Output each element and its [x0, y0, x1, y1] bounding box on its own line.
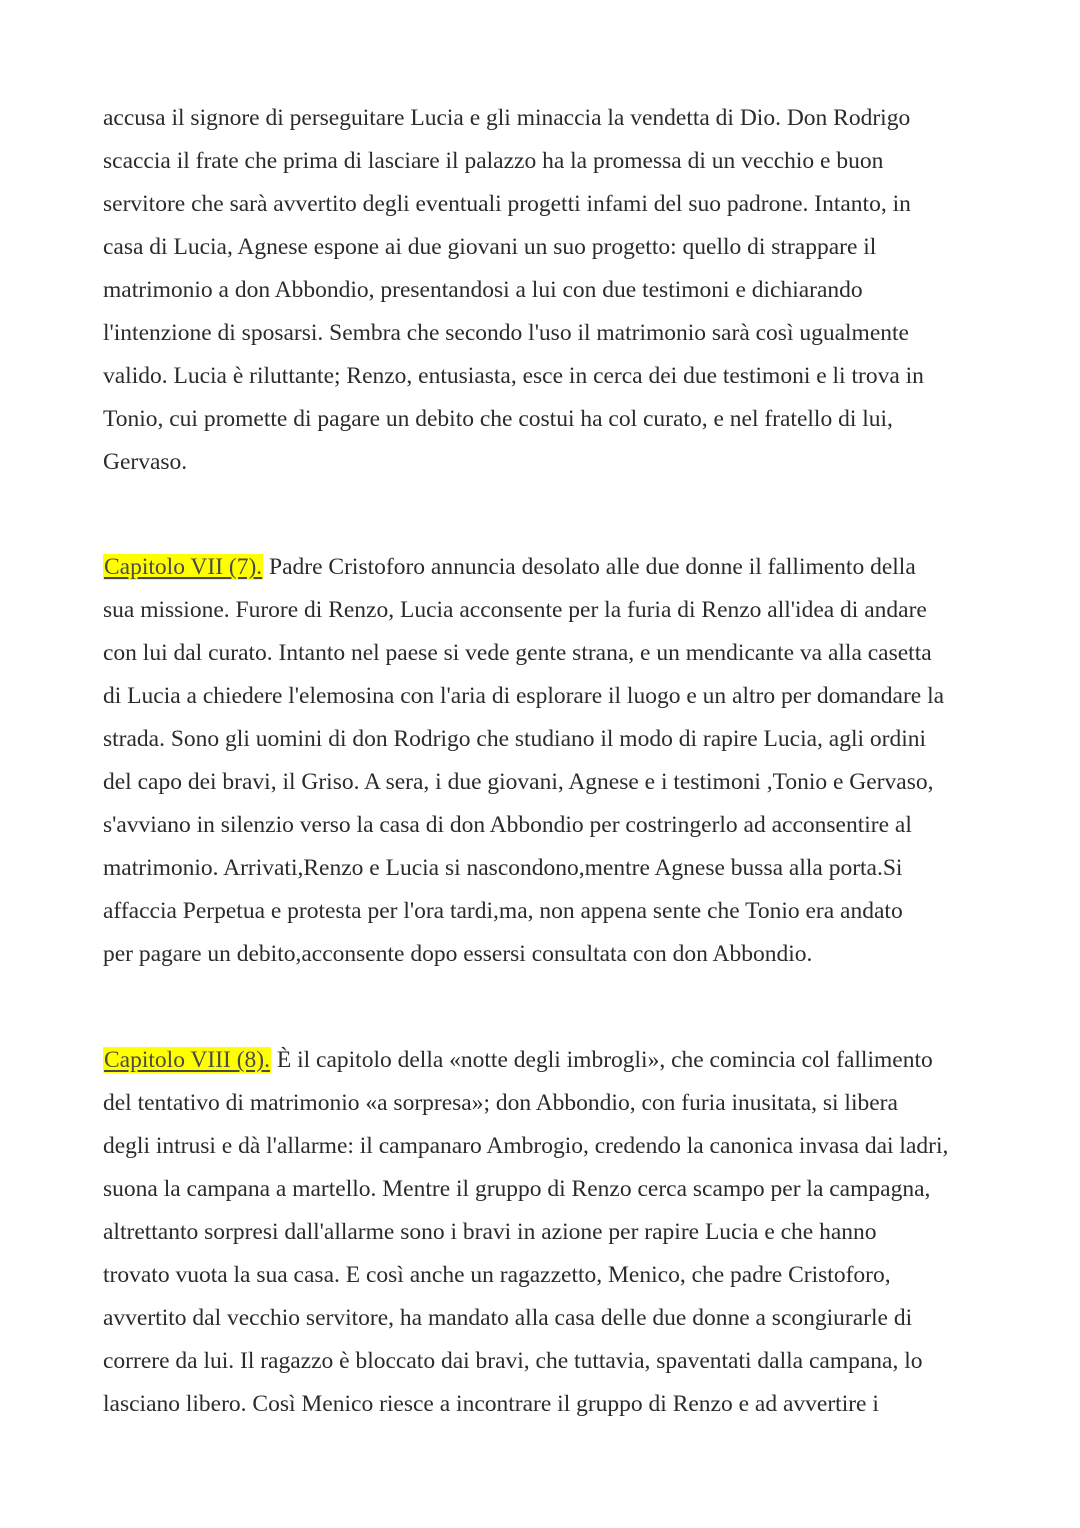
text-line: scaccia il frate che prima di lasciare il palazzo ha la promessa di un vecchio e buon — [103, 148, 884, 174]
text-line: per pagare un debito,acconsente dopo essersi consultata con don Abbondio. — [103, 941, 813, 967]
text-line: lasciano libero. Così Menico riesce a incontrare il gruppo di Renzo e ad avvertire i — [103, 1391, 879, 1417]
text-line: degli intrusi e dà l'allarme: il campanaro Ambrogio, credendo la canonica invasa dai ladri, — [103, 1133, 949, 1159]
text-line: accusa il signore di perseguitare Lucia e gli minaccia la vendetta di Dio. Don Rodrigo — [103, 105, 911, 131]
text-line: con lui dal curato. Intanto nel paese si vede gente strana, e un mendicante va alla casetta — [103, 640, 932, 666]
text-line: sua missione. Furore di Renzo, Lucia acconsente per la furia di Renzo all'idea di andare — [103, 597, 927, 623]
chapter-7-first-line — [103, 552, 916, 582]
text-line: Gervaso. — [103, 449, 188, 475]
text-line: casa di Lucia, Agnese espone ai due giovani un suo progetto: quello di strappare il — [103, 234, 877, 260]
text-line: l'intenzione di sposarsi. Sembra che secondo l'uso il matrimonio sarà così ugualmente — [103, 320, 909, 346]
text-line: strada. Sono gli uomini di don Rodrigo che studiano il modo di rapire Lucia, agli ordini — [103, 726, 927, 752]
chapter-7-first-line-text: Padre Cristoforo annuncia desolato alle due donne il fallimento della — [263, 554, 916, 580]
text-line: del capo dei bravi, il Griso. A sera, i due giovani, Agnese e i testimoni ,Tonio e Gervaso, — [103, 769, 934, 795]
text-line: di Lucia a chiedere l'elemosina con l'aria di esplorare il luogo e un altro per domandare la — [103, 683, 945, 709]
text-line: Tonio, cui promette di pagare un debito che costui ha col curato, e nel fratello di lui, — [103, 406, 893, 432]
text-line: matrimonio. Arrivati,Renzo e Lucia si nascondono,mentre Agnese bussa alla porta.Si — [103, 855, 903, 881]
text-line: correre da lui. Il ragazzo è bloccato dai bravi, che tuttavia, spaventati dalla campana, lo — [103, 1348, 923, 1374]
chapter-8-first-line-text: È il capitolo della «notte degli imbrogli», che comincia col fallimento — [271, 1047, 933, 1073]
chapter-8-heading: Capitolo VIII (8). — [104, 1047, 270, 1073]
chapter-7-heading: Capitolo VII (7). — [104, 554, 263, 580]
chapter-8-first-line — [103, 1045, 933, 1075]
text-line: avvertito dal vecchio servitore, ha mandato alla casa delle due donne a scongiurarle di — [103, 1305, 913, 1331]
text-line: valido. Lucia è riluttante; Renzo, entusiasta, esce in cerca dei due testimoni e li trova in — [103, 363, 924, 389]
text-line: trovato vuota la sua casa. E così anche un ragazzetto, Menico, che padre Cristoforo, — [103, 1262, 891, 1288]
text-line: affaccia Perpetua e protesta per l'ora tardi,ma, non appena sente che Tonio era andato — [103, 898, 903, 924]
text-line: matrimonio a don Abbondio, presentandosi a lui con due testimoni e dichiarando — [103, 277, 863, 303]
text-line: s'avviano in silenzio verso la casa di don Abbondio per costringerlo ad acconsentire al — [103, 812, 912, 838]
text-line: servitore che sarà avvertito degli eventuali progetti infami del suo padrone. Intanto, in — [103, 191, 911, 217]
text-line: del tentativo di matrimonio «a sorpresa»; don Abbondio, con furia inusitata, si libera — [103, 1090, 898, 1116]
text-line: altrettanto sorpresi dall'allarme sono i bravi in azione per rapire Lucia e che hanno — [103, 1219, 877, 1245]
text-line: suona la campana a martello. Mentre il gruppo di Renzo cerca scampo per la campagna, — [103, 1176, 931, 1202]
